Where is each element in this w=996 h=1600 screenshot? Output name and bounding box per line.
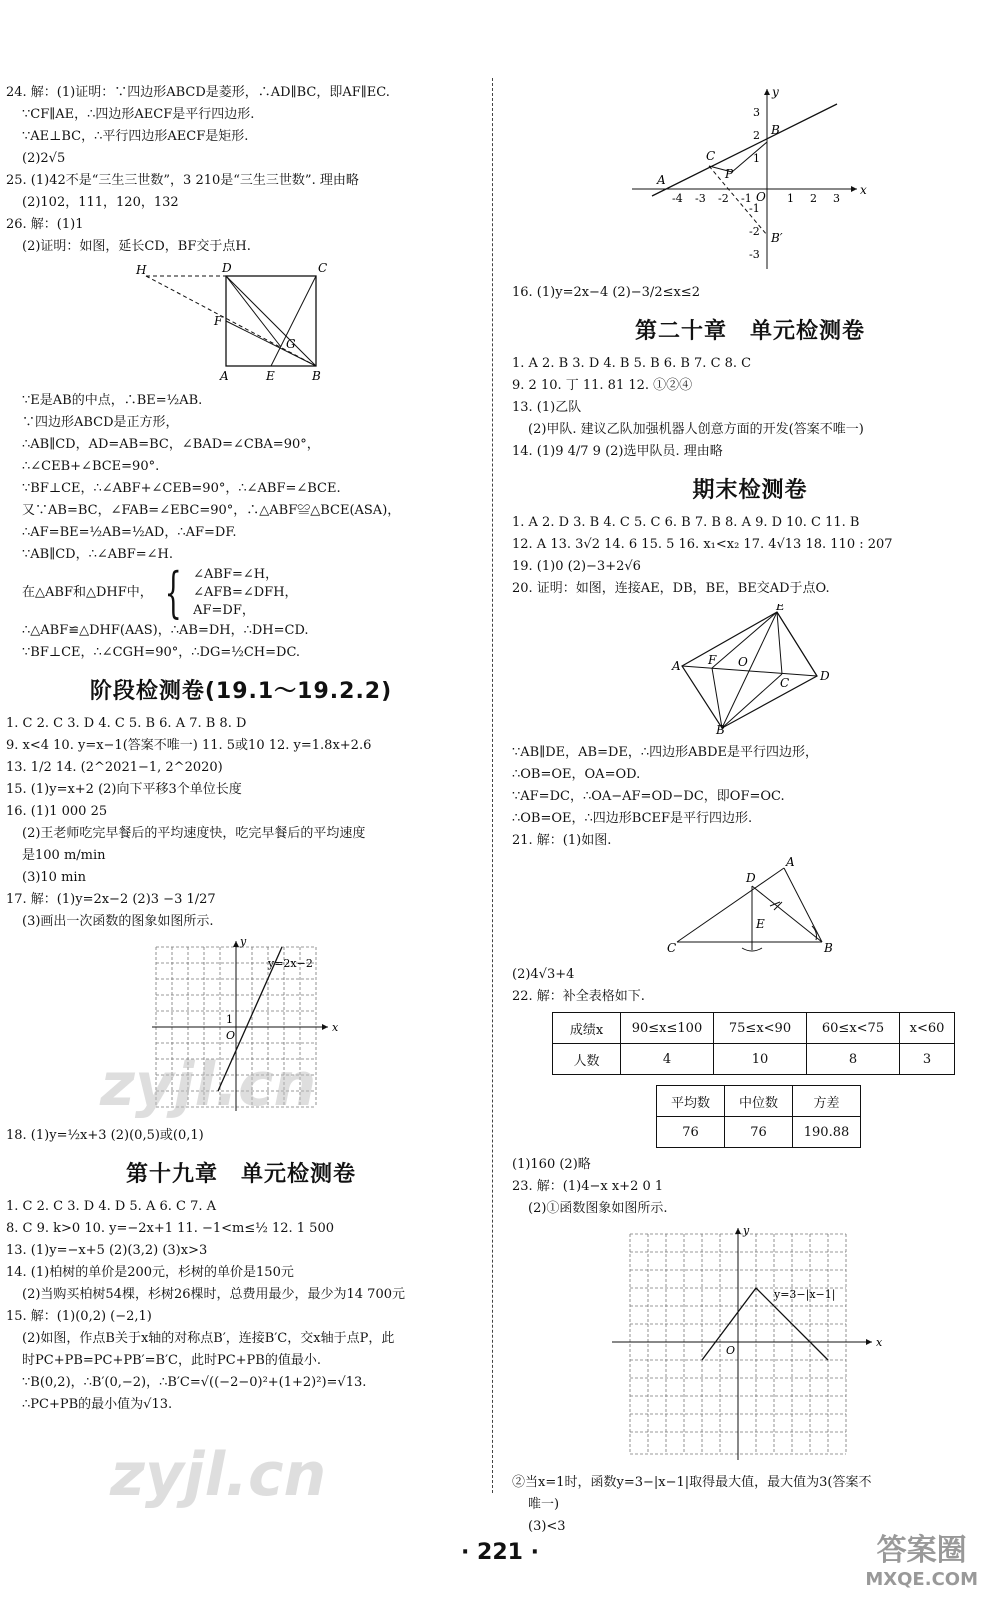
answer-line: ∴PC+PB的最小值为√13. <box>22 1397 173 1412</box>
statistics-table <box>656 1085 861 1148</box>
left-column <box>6 82 476 1416</box>
equation-system <box>6 561 476 624</box>
system-line: AF=DF， <box>193 603 255 618</box>
score-table <box>552 1012 955 1075</box>
column-divider <box>492 78 493 1493</box>
answer-line: 13. (1)y=−x+5 (2)(3,2) (3)x>3 <box>6 1243 208 1258</box>
section-heading: 期末检测卷 <box>692 478 808 503</box>
label-h: H <box>136 263 147 277</box>
svg-text:-1: -1 <box>741 192 752 205</box>
label-e: E <box>776 604 785 613</box>
section-heading: 第二十章 单元检测卷 <box>634 319 865 344</box>
origin-label: O <box>726 1344 736 1357</box>
brand-watermark <box>865 1525 978 1590</box>
answer-line: 14. (1)9 4/7 9 (2)选甲队员. 理由略 <box>512 444 723 459</box>
x-axis-label: x <box>860 183 867 197</box>
label-e: E <box>266 369 275 382</box>
reflection-figure <box>512 84 988 274</box>
svg-text:-3: -3 <box>749 248 760 261</box>
q26-proof: ∵E是AB的中点，∴BE=½AB. <box>22 393 203 408</box>
label-o: O <box>738 655 748 669</box>
label-d: D <box>820 669 830 683</box>
label-a: A <box>786 856 795 869</box>
label-a: A <box>657 173 666 187</box>
y-axis-label: y <box>240 937 247 948</box>
svg-text:-2: -2 <box>718 192 729 205</box>
label-b: B <box>824 941 833 955</box>
answer-line: 15. (1)y=x+2 (2)向下平移3个单位长度 <box>6 782 242 797</box>
answer-line: (3)10 min <box>22 870 86 885</box>
answer-line: 18. (1)y=½x+3 (2)(0,5)或(0,1) <box>6 1128 204 1143</box>
x-axis-label: x <box>332 1021 339 1034</box>
answer-line: 1. A 2. B 3. D 4. B 5. B 6. B 7. C 8. C <box>512 356 752 371</box>
answer-line: 是100 m/min <box>22 848 106 863</box>
watermark: zyjl.cn <box>110 1440 327 1510</box>
parallelogram-figure <box>512 604 988 734</box>
q26-proof: ∵四边形ABCD是正方形， <box>22 415 179 430</box>
q26-proof: ∵AB∥CD，∴∠ABF=∠H. <box>22 547 173 562</box>
table-row <box>657 1086 861 1117</box>
answer-line: 14. (1)柏树的单价是200元，杉树的单价是150元 <box>6 1265 294 1280</box>
svg-text:3: 3 <box>833 192 840 205</box>
triangle-construction-figure <box>512 856 988 956</box>
square-figure <box>116 262 476 382</box>
table-cell: 10 <box>714 1044 807 1075</box>
section-heading: 第十九章 单元检测卷 <box>125 1162 356 1187</box>
label-g: G <box>286 337 296 351</box>
table-cell: 4 <box>621 1044 714 1075</box>
brace-icon: { <box>164 561 182 624</box>
unit-label: 1 <box>226 1013 233 1026</box>
brand-name: 答案圈 <box>876 1533 967 1568</box>
q25-line: (2)102，111，120，132 <box>22 195 179 210</box>
table-cell: 平均数 <box>657 1086 725 1117</box>
svg-text:2: 2 <box>810 192 817 205</box>
table-cell: 76 <box>657 1117 725 1148</box>
label-e: E <box>756 917 765 931</box>
right-column <box>512 80 988 1538</box>
table-row <box>553 1013 955 1044</box>
system-line: ∠AFB=∠DFH， <box>193 585 298 600</box>
label-b-prime: B′ <box>771 231 783 245</box>
y-axis-label: y <box>743 1224 750 1237</box>
answer-line: 16. (1)y=2x−4 (2)−3/2≤x≤2 <box>512 285 700 300</box>
absolute-value-graph <box>512 1224 988 1464</box>
brand-url: MXQE.COM <box>865 1569 978 1590</box>
q26-line: (2)证明：如图，延长CD，BF交于点H. <box>22 239 251 254</box>
answer-line: ∵AF=DC，∴OA−AF=OD−DC，即OF=OC. <box>512 789 785 804</box>
label-a: A <box>672 659 681 673</box>
answer-line: (2)4√3+4 <box>512 967 575 982</box>
table-cell: 人数 <box>553 1044 621 1075</box>
answer-line: 17. 解：(1)y=2x−2 (2)3 −3 1/27 <box>6 892 216 907</box>
q26-proof: ∴AB∥CD，AD=AB=BC，∠BAD=∠CBA=90°， <box>22 437 320 452</box>
label-b: B <box>716 723 725 734</box>
section-heading: 阶段检测卷(19.1～19.2.2) <box>89 679 393 704</box>
answer-line: 16. (1)1 000 25 <box>6 804 108 819</box>
answer-line: 22. 解：补全表格如下. <box>512 989 645 1004</box>
answer-line: (2)如图，作点B关于x轴的对称点B′，连接B′C，交x轴于点P，此 <box>22 1331 395 1346</box>
svg-text:1: 1 <box>753 152 760 165</box>
answer-line: 8. C 9. k>0 10. y=−2x+1 11. −1<m≤½ 12. 1 500 <box>6 1221 334 1236</box>
table-cell: 90≤x≤100 <box>621 1013 714 1044</box>
table-row <box>657 1117 861 1148</box>
answer-line: (3)画出一次函数的图象如图所示. <box>22 914 214 929</box>
answer-line: 9. x<4 10. y=x−1(答案不唯一) 11. 5或10 12. y=1.8x+2.6 <box>6 738 372 753</box>
page-number: · 221 · <box>461 1540 539 1565</box>
q26-proof: ∴AF=BE=½AB=½AD，∴AF=DF. <box>22 525 237 540</box>
table-row <box>553 1044 955 1075</box>
table-cell: 成绩x <box>553 1013 621 1044</box>
answer-line: (3)<3 <box>528 1519 566 1534</box>
svg-text:3: 3 <box>753 106 760 119</box>
answer-line: 13. (1)乙队 <box>512 400 582 415</box>
q24-line: ∵AE⊥BC，∴平行四边形AECF是矩形. <box>22 129 249 144</box>
table-cell: 75≤x<90 <box>714 1013 807 1044</box>
origin-label: O <box>226 1029 236 1042</box>
answer-line: 19. (1)0 (2)−3+2√6 <box>512 559 641 574</box>
table-cell: 3 <box>900 1044 955 1075</box>
q26-line: 26. 解：(1)1 <box>6 217 84 232</box>
answer-line: (2)当购买柏树54棵，杉树26棵时，总费用最少，最少为14 700元 <box>22 1287 405 1302</box>
q24-line: ∵CF∥AE，∴四边形AECF是平行四边形. <box>22 107 255 122</box>
label-b: B <box>771 123 780 137</box>
label-f: F <box>708 653 717 667</box>
watermark: zyjl.cn <box>100 1050 317 1120</box>
answer-line: 23. 解：(1)4−x x+2 0 1 <box>512 1179 664 1194</box>
answer-line: 20. 证明：如图，连接AE，DB，BE，BE交AD于点O. <box>512 581 830 596</box>
table-cell: 60≤x<75 <box>807 1013 900 1044</box>
q26-proof: 又∵AB=BC，∠FAB=∠EBC=90°，∴△ABF≌△BCE(ASA)， <box>22 503 401 518</box>
label-a: A <box>220 369 229 382</box>
q26-proof: ∵BF⊥CE，∴∠CGH=90°，∴DG=½CH=DC. <box>22 645 301 660</box>
system-prefix: 在△ABF和△DHF中， <box>22 585 153 600</box>
line-label: y=2x−2 <box>268 957 313 970</box>
answer-line: (2)甲队. 建议乙队加强机器人创意方面的开发(答案不唯一) <box>528 422 864 437</box>
label-d: D <box>222 262 232 275</box>
q26-proof: ∵BF⊥CE，∴∠ABF+∠CEB=90°，∴∠ABF=∠BCE. <box>22 481 341 496</box>
q24-line: 24. 解：(1)证明：∵四边形ABCD是菱形，∴AD∥BC，即AF∥EC. <box>6 85 390 100</box>
table-cell: 76 <box>725 1117 793 1148</box>
answer-line: ∵AB∥DE，AB=DE，∴四边形ABDE是平行四边形， <box>512 745 819 760</box>
svg-text:-1: -1 <box>749 202 760 215</box>
label-c: C <box>780 676 790 690</box>
answer-line: 9. 2 10. 丁 11. 81 12. ①②④ <box>512 378 693 393</box>
q25-line: 25. (1)42不是“三生三世数”，3 210是“三生三世数”. 理由略 <box>6 173 359 188</box>
answer-line: 1. A 2. D 3. B 4. C 5. C 6. B 7. B 8. A 9. D 10. C 11. B <box>512 515 860 530</box>
svg-text:-3: -3 <box>695 192 706 205</box>
label-f: F <box>214 314 223 328</box>
label-c: C <box>706 149 716 163</box>
answer-line: ②当x=1时，函数y=3−|x−1|取得最大值，最大值为3(答案不 <box>512 1475 872 1490</box>
answer-line: ∴OB=OE，OA=OD. <box>512 767 641 782</box>
answer-line: 1. C 2. C 3. D 4. C 5. B 6. A 7. B 8. D <box>6 716 247 731</box>
table-cell: x<60 <box>900 1013 955 1044</box>
q26-proof: ∴△ABF≌△DHF(AAS)，∴AB=DH，∴DH=CD. <box>22 623 309 638</box>
answer-line: ∴OB=OE，∴四边形BCEF是平行四边形. <box>512 811 753 826</box>
table-cell: 8 <box>807 1044 900 1075</box>
line-label: y=3−|x−1| <box>774 1288 836 1301</box>
label-p: P <box>725 167 734 181</box>
answer-line: 15. 解：(1)(0,2) (−2,1) <box>6 1309 152 1324</box>
q24-line: (2)2√5 <box>22 151 66 166</box>
svg-text:1: 1 <box>787 192 794 205</box>
q26-proof: ∴∠CEB+∠BCE=90°. <box>22 459 160 474</box>
answer-line: 13. 1/2 14. (2^2021−1, 2^2020) <box>6 760 223 775</box>
answer-line: (2)①函数图象如图所示. <box>528 1201 668 1216</box>
answer-line: (2)王老师吃完早餐后的平均速度快，吃完早餐后的平均速度 <box>22 826 366 841</box>
answer-line: 21. 解：(1)如图. <box>512 833 612 848</box>
y-axis-label: y <box>772 85 779 99</box>
answer-line: 1. C 2. C 3. D 4. D 5. A 6. C 7. A <box>6 1199 217 1214</box>
svg-text:-2: -2 <box>749 225 760 238</box>
label-c: C <box>318 262 328 275</box>
system-line: ∠ABF=∠H， <box>193 567 279 582</box>
answer-line: (1)160 (2)略 <box>512 1157 591 1172</box>
answer-line: ∵B(0,2)，∴B′(0,−2)，∴B′C=√((−2−0)²+(1+2)²)=√13. <box>22 1375 367 1390</box>
label-c: C <box>667 941 677 955</box>
label-d: D <box>746 871 756 885</box>
table-cell: 方差 <box>793 1086 861 1117</box>
table-cell: 中位数 <box>725 1086 793 1117</box>
answer-line: 唯一) <box>528 1497 560 1512</box>
x-axis-label: x <box>876 1336 883 1349</box>
svg-text:-4: -4 <box>672 192 683 205</box>
table-cell: 190.88 <box>793 1117 861 1148</box>
answer-line: 时PC+PB=PC+PB′=B′C，此时PC+PB的值最小. <box>22 1353 321 1368</box>
svg-text:2: 2 <box>753 129 760 142</box>
label-o: O <box>756 190 766 204</box>
label-b: B <box>312 369 321 382</box>
answer-line: 12. A 13. 3√2 14. 6 15. 5 16. x₁<x₂ 17. 4√13 18. 110 : 207 <box>512 537 893 552</box>
